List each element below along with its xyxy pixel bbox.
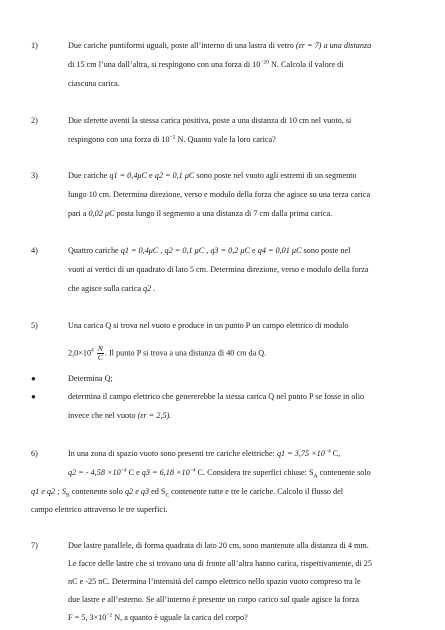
problem-number: 2) [31, 116, 38, 125]
bullet-item: Determina Q; [68, 374, 113, 383]
problem-text-line: Due cariche q1 = 0,4μC e q2 = 0,1 μC sono poste nel vuoto agli estremi di un segmento [68, 171, 357, 180]
problem-text-line: ciascuna carica. [68, 79, 120, 88]
problem-number: 1) [31, 41, 38, 50]
problem-text-line: pari a 0,02 μC posta lungo il segmento a una distanza di 7 cm dalla prima carica. [68, 209, 333, 218]
bullet-item: determina il campo elettrico che genererebbe la stessa carica Q nel punto P se fosse in olio [68, 392, 365, 401]
problem-text-line: F = 5, $3\times 10^{-2}$ N, a quanto è uguale la carica del corpo? [68, 612, 248, 622]
problem-text-line: Una carica Q si trova nel vuoto e produce in un punto P un campo elettrico di modulo [68, 321, 349, 330]
problem-number: 7) [31, 541, 38, 550]
problem-text-line: Due cariche puntiformi uguali, poste all’interno di una lastra di vetro (εr = 7) a una distanza [68, 41, 372, 50]
problem-text-line: nC e -25 nC. Determina l’intensità del campo elettrico nello spazio vuoto compreso tra le [68, 577, 361, 586]
problem-text-line: campo elettrico attraverso le tre superfici. [31, 505, 168, 514]
problem-text-line: respingono con una forza di $10^{-2}$ N. Quanto vale la loro carica? [68, 134, 276, 144]
problem-text-line: $2,0\times 10^4$ $\frac{N}{C}$ . Il punto P si trova a una distanza di 40 cm da Q. [68, 344, 267, 362]
problem-text-line: due lastre e all’esterno. Se all’interno è presente un corpo carico sul quale agisce la forza [68, 595, 359, 604]
problem-text-line: Due lastre parallele, di forma quadrata di lato 20 cm, sono mantenute alla distanza di 4 mm. [68, 541, 369, 550]
problem-text-line: Le facce delle lastre che si trovano una di fronte all’altra hanno carica, rispettivamente, di 25 [68, 559, 372, 568]
problem-text-line: Quattro cariche q1 = 0,4μC , q2 = 0,1 μC , q3 = 0,2 μC e q4 = 0,01 μC sono poste nel [68, 246, 351, 255]
problem-text-line: invece che nel vuoto (εr = 2,5). [68, 411, 172, 420]
bullet-icon: ● [31, 374, 36, 383]
unit-fraction: $\frac{N}{C}$ [97, 344, 103, 362]
problem-number: 5) [31, 321, 38, 330]
problem-number: 6) [31, 449, 38, 458]
problem-text-line: Due sferette aventi la stessa carica positiva, poste a una distanza di 10 cm nel vuoto, si [68, 116, 352, 125]
problem-text-line: che agisce sulla carica q2 . [68, 284, 156, 293]
problem-number: 4) [31, 246, 38, 255]
problem-text-line: q1 e q2 ; $S_B$ contenente solo q2 e q3 ed $S_C$ contenente tutte e tre le cariche. Calcolo il flusso del [31, 487, 344, 499]
problem-text-line: lungo 10 cm. Determina direzione, verso e modulo della forza che agisce su una terza carica [68, 190, 371, 199]
bullet-icon: ● [31, 392, 36, 401]
problem-text-line: q2 = - $4,58 \times 10^{-4}$ C e $q3 = 6,18 \times 10^{-4}$ C. Considera tre superfici chiuse: $S_A$ contenente solo [68, 467, 371, 480]
problem-text-line: In una zona di spazio vuoto sono presenti tre cariche elettriche: $q1 = 3,75 \times 10^{-4}$ C, [68, 448, 341, 458]
problem-text-line: di 15 cm l’una dall’altra, si respingono con una forza di $10^{-20}$ N. Calcola il valore di [68, 59, 344, 69]
problem-text-line: vuoti ai vertici di un quadrato di lato 5 cm. Determina direzione, verso e modulo della forza [68, 265, 369, 274]
problem-number: 3) [31, 171, 38, 180]
